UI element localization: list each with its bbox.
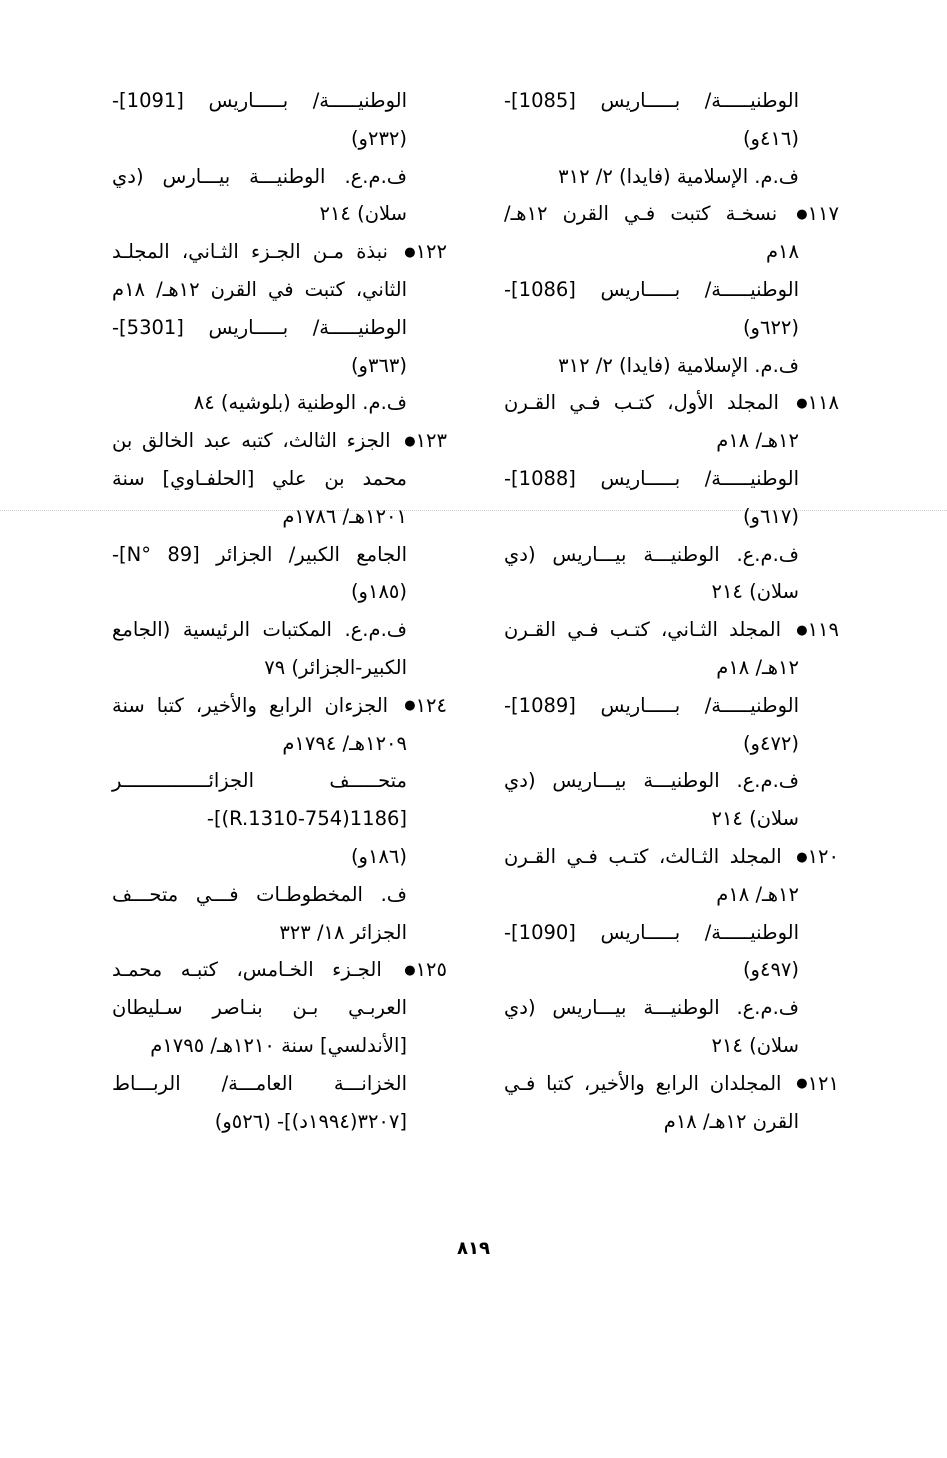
entry-line: [504, 1065, 839, 1103]
text-line: [112, 838, 447, 876]
entry-number: ١٢٠: [807, 844, 839, 868]
line-text: الوطنيـــــة/ بـــــاريس [5301]-: [112, 315, 407, 339]
text-line: [112, 573, 447, 611]
bullet-icon: ●: [404, 962, 416, 978]
text-line: [504, 1103, 839, 1141]
text-line: [504, 989, 839, 1027]
line-text: (١٨٦و): [350, 844, 407, 868]
line-text: [1186(754-R.1310)]-: [206, 807, 407, 831]
line-text: ١٢هـ/ ١٨م: [716, 429, 799, 453]
entry-text: الجـزء الخـامس، كتبـه محمـد: [112, 958, 401, 982]
entry-number: ١٢٥: [415, 958, 447, 982]
line-text: الجزائر ١٨/ ٣٢٣: [279, 920, 407, 944]
line-text: (٦٢٢و): [742, 315, 799, 339]
entry-text: المجلد الثـالث، كتـب فـي القـرن: [504, 844, 793, 868]
text-line: [504, 951, 839, 989]
entry-number: ١١٨: [807, 391, 839, 415]
line-text: الكبير-الجزائر) ٧٩: [264, 655, 407, 679]
entry-text: نسخـة كتبت فـي القرن ١٢هـ/: [504, 202, 793, 226]
bullet-icon: ●: [796, 849, 808, 865]
line-text: متحـــــف الجزائـــــــــــــــر: [112, 769, 407, 793]
entry-number: ١٢١: [807, 1071, 839, 1095]
line-text: ف.م.ع. الوطنيـــة بيـــارس (دي: [112, 164, 407, 188]
line-text: العربـي بـن بنـاصر سـليطان: [112, 996, 407, 1020]
entry-line: [112, 951, 447, 989]
line-text: ١٢هـ/ ١٨م: [716, 882, 799, 906]
text-line: [112, 876, 447, 914]
text-line: [112, 725, 447, 763]
entry-line: [112, 422, 447, 460]
line-text: سلان) ٢١٤: [711, 1033, 799, 1057]
text-line: [504, 120, 839, 158]
text-line: [112, 800, 447, 838]
text-line: [112, 1065, 447, 1103]
text-line: [504, 725, 839, 763]
text-line: [504, 876, 839, 914]
line-text: سلان) ٢١٤: [711, 580, 799, 604]
text-line: [112, 120, 447, 158]
text-line: [504, 573, 839, 611]
page-number: ٨١٩: [457, 1238, 490, 1259]
entry-text: الجزءان الرابع والأخير، كتبا سنة: [112, 693, 401, 717]
bullet-icon: ●: [796, 622, 808, 638]
line-text: محمد بن علي [الحلفـاوي] سنة: [112, 466, 407, 490]
entry-number: ١٢٣: [415, 429, 447, 453]
text-line: [504, 1027, 839, 1065]
line-text: [الأندلسي] سنة ١٢١٠هـ/ ١٧٩٥م: [150, 1033, 407, 1057]
line-text: (٦١٧و): [742, 504, 799, 528]
line-text: [٣٢٠٧(١٩٩٤د)]- (٥٢٦و): [214, 1109, 407, 1133]
line-text: سلان) ٢١٤: [711, 807, 799, 831]
line-text: سلان) ٢١٤: [319, 202, 407, 226]
line-text: الوطنيـــــة/ بـــــاريس [1091]-: [112, 89, 407, 112]
line-text: الوطنيـــــة/ بـــــاريس [1089]-: [504, 693, 799, 717]
entry-number: ١١٩: [807, 618, 839, 642]
line-text: ف.م.ع. الوطنيـــة بيـــاريس (دي: [504, 996, 799, 1020]
text-line: [112, 914, 447, 952]
text-line: [504, 914, 839, 952]
line-text: الثاني، كتبت في القرن ١٢هـ/ ١٨م: [112, 277, 407, 301]
line-text: ف.م. الوطنية (بلوشيه) ٨٤: [193, 391, 407, 415]
text-line: [504, 422, 839, 460]
line-text: (٤١٦و): [742, 126, 799, 150]
line-text: (١٨٥و): [350, 580, 407, 604]
text-line: [112, 989, 447, 1027]
text-line: [112, 649, 447, 687]
text-line: [112, 384, 447, 422]
entry-text: نبذة مـن الجـزء الثـاني، المجلـد: [112, 240, 401, 264]
entry-line: [504, 838, 839, 876]
entry-line: [504, 195, 839, 233]
bullet-icon: ●: [796, 206, 808, 222]
bullet-icon: ●: [796, 1076, 808, 1092]
text-line: [112, 498, 447, 536]
line-text: الوطنيـــــة/ بـــــاريس [1086]-: [504, 277, 799, 301]
text-line: [112, 309, 447, 347]
entry-line: [112, 233, 447, 271]
line-text: (٤٧٢و): [742, 731, 799, 755]
entry-number: ١٢٤: [415, 693, 447, 717]
line-text: ١٢هـ/ ١٨م: [716, 655, 799, 679]
line-text: ١٨م: [765, 240, 799, 264]
text-line: [112, 762, 447, 800]
text-line: [112, 347, 447, 385]
line-text: (٤٩٧و): [742, 958, 799, 982]
text-line: [112, 460, 447, 498]
line-text: ف. المخطوطـات فـــي متحـــف: [112, 882, 407, 906]
bullet-icon: ●: [796, 395, 808, 411]
entry-number: ١٢٢: [415, 240, 447, 264]
line-text: الجامع الكبير/ الجزائر [N° 89]-: [112, 542, 407, 566]
text-line: [504, 498, 839, 536]
line-text: ١٢٠٩هـ/ ١٧٩٤م: [282, 731, 407, 755]
line-text: الوطنيـــــة/ بـــــاريس [1088]-: [504, 466, 799, 490]
line-text: الخزانـــة العامـــة/ الربـــاط: [112, 1071, 407, 1095]
line-text: ف.م.ع. الوطنيـــة بيـــاريس (دي: [504, 769, 799, 793]
text-line: [504, 309, 839, 347]
text-line: [504, 271, 839, 309]
entry-text: المجلد الثـاني، كتـب فـي القـرن: [504, 618, 793, 642]
line-text: ف.م.ع. المكتبات الرئيسية (الجامع: [112, 618, 407, 642]
text-line: [504, 762, 839, 800]
entry-line: [112, 687, 447, 725]
text-line: [504, 460, 839, 498]
line-text: ف.م. الإسلامية (فايدا) ٢/ ٣١٢: [558, 164, 799, 188]
text-line: [504, 158, 839, 196]
line-text: (٣٦٣و): [350, 353, 407, 377]
text-line: [504, 347, 839, 385]
text-line: [112, 271, 447, 309]
entry-line: [504, 611, 839, 649]
text-line: [112, 536, 447, 574]
line-text: الوطنيـــــة/ بـــــاريس [1090]-: [504, 920, 799, 944]
text-line: [112, 611, 447, 649]
line-text: ١٢٠١هـ/ ١٧٨٦م: [282, 504, 407, 528]
entry-text: الجزء الثالث، كتبه عبد الخالق بن: [112, 429, 401, 453]
text-line: [504, 82, 839, 120]
text-line: [112, 195, 447, 233]
bullet-icon: ●: [404, 433, 416, 449]
entry-line: [504, 384, 839, 422]
left-column: [112, 82, 447, 1140]
text-line: [112, 158, 447, 196]
right-column: [504, 82, 839, 1140]
bullet-icon: ●: [404, 698, 416, 714]
text-line: [112, 82, 447, 120]
entry-text: المجلد الأول، كتـب فـي القـرن: [504, 391, 793, 415]
text-line: [112, 1103, 447, 1141]
text-line: [504, 800, 839, 838]
entry-text: المجلدان الرابع والأخير، كتبا فـي: [504, 1071, 793, 1095]
line-text: الوطنيـــــة/ بـــــاريس [1085]-: [504, 89, 799, 112]
text-line: [504, 233, 839, 271]
entry-number: ١١٧: [807, 202, 839, 226]
text-line: [504, 687, 839, 725]
line-text: (٢٣٢و): [350, 126, 407, 150]
line-text: القرن ١٢هـ/ ١٨م: [663, 1109, 799, 1133]
line-text: ف.م.ع. الوطنيـــة بيـــاريس (دي: [504, 542, 799, 566]
text-line: [504, 536, 839, 574]
line-text: ف.م. الإسلامية (فايدا) ٢/ ٣١٢: [558, 353, 799, 377]
bullet-icon: ●: [404, 244, 416, 260]
text-line: [504, 649, 839, 687]
text-line: [112, 1027, 447, 1065]
